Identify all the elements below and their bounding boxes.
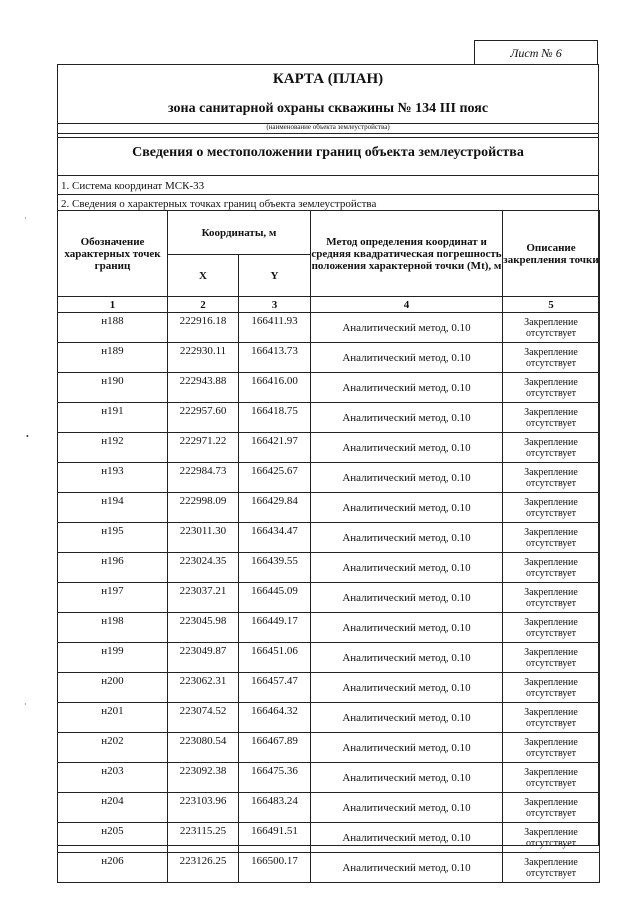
y-coordinate-cell: 166464.32: [239, 703, 311, 733]
y-coordinate-cell: 166411.93: [239, 313, 311, 343]
divider: [58, 137, 598, 138]
y-coordinate-cell: 166429.84: [239, 493, 311, 523]
point-id-cell: н193: [58, 463, 168, 493]
x-coordinate-cell: 222957.60: [168, 403, 239, 433]
point-id-cell: н203: [58, 763, 168, 793]
fixation-cell: Закрепление отсутствует: [503, 403, 600, 433]
point-id-cell: н205: [58, 823, 168, 853]
fixation-cell: Закрепление отсутствует: [503, 793, 600, 823]
y-coordinate-cell: 166467.89: [239, 733, 311, 763]
point-id-cell: н200: [58, 673, 168, 703]
x-coordinate-cell: 223045.98: [168, 613, 239, 643]
y-coordinate-cell: 166451.06: [239, 643, 311, 673]
scan-mark: ·: [24, 700, 27, 709]
table-row: [58, 343, 600, 373]
fixation-cell: Закрепление отсутствует: [503, 763, 600, 793]
x-coordinate-cell: 223074.52: [168, 703, 239, 733]
coordinate-system: 1. Система координат МСК-33: [61, 180, 205, 192]
x-coordinate-cell: 222943.88: [168, 373, 239, 403]
table-row: [58, 733, 600, 763]
fixation-cell: Закрепление отсутствует: [503, 373, 600, 403]
x-coordinate-cell: 222971.22: [168, 433, 239, 463]
divider: [58, 175, 598, 176]
fixation-cell: Закрепление отсутствует: [503, 553, 600, 583]
fixation-cell: Закрепление отсутствует: [503, 733, 600, 763]
point-id-cell: н195: [58, 523, 168, 553]
y-coordinate-cell: 166445.09: [239, 583, 311, 613]
fixation-cell: Закрепление отсутствует: [503, 643, 600, 673]
table-row: [58, 553, 600, 583]
x-coordinate-cell: 222984.73: [168, 463, 239, 493]
document-frame: [57, 64, 599, 879]
col-number: 5: [503, 297, 600, 313]
fixation-cell: Закрепление отсутствует: [503, 463, 600, 493]
fixation-cell: Закрепление отсутствует: [503, 433, 600, 463]
col-number: 2: [168, 297, 239, 313]
table-row: [58, 523, 600, 553]
point-id-cell: н192: [58, 433, 168, 463]
col-y-header: Y: [239, 255, 311, 297]
method-cell: Аналитический метод, 0.10: [311, 493, 503, 523]
table-row: [58, 673, 600, 703]
method-cell: Аналитический метод, 0.10: [311, 343, 503, 373]
table-row: [58, 433, 600, 463]
method-cell: Аналитический метод, 0.10: [311, 793, 503, 823]
col-coords-header: Координаты, м: [168, 211, 311, 255]
table-row: [58, 853, 600, 883]
section-title: Сведения о местоположении границ объекта землеустройства: [132, 145, 524, 160]
scan-mark: •: [26, 432, 29, 441]
fixation-cell: Закрепление отсутствует: [503, 703, 600, 733]
point-id-cell: н196: [58, 553, 168, 583]
y-coordinate-cell: 166475.36: [239, 763, 311, 793]
point-id-cell: н197: [58, 583, 168, 613]
fixation-cell: Закрепление отсутствует: [503, 853, 600, 883]
point-id-cell: н199: [58, 643, 168, 673]
x-coordinate-cell: 223024.35: [168, 553, 239, 583]
fixation-cell: Закрепление отсутствует: [503, 343, 600, 373]
x-coordinate-cell: 223115.25: [168, 823, 239, 853]
col-fix-header: Описание закрепления точки: [503, 211, 600, 297]
x-coordinate-cell: 223080.54: [168, 733, 239, 763]
table-row: [58, 703, 600, 733]
method-cell: Аналитический метод, 0.10: [311, 583, 503, 613]
x-coordinate-cell: 223103.96: [168, 793, 239, 823]
table-row: [58, 313, 600, 343]
document-subtitle: зона санитарной охраны скважины № 134 III пояс: [167, 101, 489, 116]
point-id-cell: н189: [58, 343, 168, 373]
table-row: [58, 493, 600, 523]
point-id-cell: н198: [58, 613, 168, 643]
col-method-header: Метод определения координат и средняя квадратическая погрешность положения характерной точки (Mt), м: [311, 211, 503, 297]
table-row: [58, 613, 600, 643]
method-cell: Аналитический метод, 0.10: [311, 313, 503, 343]
method-cell: Аналитический метод, 0.10: [311, 613, 503, 643]
fixation-cell: Закрепление отсутствует: [503, 523, 600, 553]
fixation-cell: Закрепление отсутствует: [503, 583, 600, 613]
method-cell: Аналитический метод, 0.10: [311, 733, 503, 763]
table-row: [58, 793, 600, 823]
method-cell: Аналитический метод, 0.10: [311, 403, 503, 433]
table-row: [58, 373, 600, 403]
y-coordinate-cell: 166421.97: [239, 433, 311, 463]
x-coordinate-cell: 223092.38: [168, 763, 239, 793]
x-coordinate-cell: 223037.21: [168, 583, 239, 613]
fixation-cell: Закрепление отсутствует: [503, 313, 600, 343]
col-number: 4: [311, 297, 503, 313]
point-id-cell: н202: [58, 733, 168, 763]
fixation-cell: Закрепление отсутствует: [503, 673, 600, 703]
x-coordinate-cell: 223126.25: [168, 853, 239, 883]
y-coordinate-cell: 166491.51: [239, 823, 311, 853]
point-id-cell: н191: [58, 403, 168, 433]
point-id-cell: н201: [58, 703, 168, 733]
y-coordinate-cell: 166483.24: [239, 793, 311, 823]
method-cell: Аналитический метод, 0.10: [311, 853, 503, 883]
y-coordinate-cell: 166457.47: [239, 673, 311, 703]
y-coordinate-cell: 166425.67: [239, 463, 311, 493]
fixation-cell: Закрепление отсутствует: [503, 823, 600, 853]
point-id-cell: н190: [58, 373, 168, 403]
method-cell: Аналитический метод, 0.10: [311, 703, 503, 733]
point-id-cell: н204: [58, 793, 168, 823]
y-coordinate-cell: 166418.75: [239, 403, 311, 433]
method-cell: Аналитический метод, 0.10: [311, 523, 503, 553]
method-cell: Аналитический метод, 0.10: [311, 763, 503, 793]
x-coordinate-cell: 222930.11: [168, 343, 239, 373]
y-coordinate-cell: 166500.17: [239, 853, 311, 883]
table-row: [58, 583, 600, 613]
x-coordinate-cell: 223011.30: [168, 523, 239, 553]
points-heading: 2. Сведения о характерных точках границ объекта землеустройства: [61, 198, 377, 210]
method-cell: Аналитический метод, 0.10: [311, 463, 503, 493]
x-coordinate-cell: 222998.09: [168, 493, 239, 523]
col-number: 1: [58, 297, 168, 313]
sheet-number: Лист № 6: [474, 40, 598, 65]
method-cell: Аналитический метод, 0.10: [311, 433, 503, 463]
y-coordinate-cell: 166416.00: [239, 373, 311, 403]
point-id-cell: н206: [58, 853, 168, 883]
y-coordinate-cell: 166434.47: [239, 523, 311, 553]
method-cell: Аналитический метод, 0.10: [311, 673, 503, 703]
x-coordinate-cell: 223062.31: [168, 673, 239, 703]
x-coordinate-cell: 223049.87: [168, 643, 239, 673]
table-row: [58, 403, 600, 433]
scan-mark: ·: [24, 214, 27, 223]
fixation-cell: Закрепление отсутствует: [503, 493, 600, 523]
y-coordinate-cell: 166449.17: [239, 613, 311, 643]
y-coordinate-cell: 166439.55: [239, 553, 311, 583]
method-cell: Аналитический метод, 0.10: [311, 373, 503, 403]
col-x-header: X: [168, 255, 239, 297]
document-title: КАРТА (ПЛАН): [272, 71, 384, 87]
points-table: [57, 210, 600, 883]
divider: [58, 194, 598, 195]
table-row: [58, 463, 600, 493]
col-point-header: Обозначение характерных точек границ: [58, 211, 168, 297]
table-row: [58, 643, 600, 673]
x-coordinate-cell: 222916.18: [168, 313, 239, 343]
col-number: 3: [239, 297, 311, 313]
method-cell: Аналитический метод, 0.10: [311, 823, 503, 853]
method-cell: Аналитический метод, 0.10: [311, 643, 503, 673]
method-cell: Аналитический метод, 0.10: [311, 553, 503, 583]
fixation-cell: Закрепление отсутствует: [503, 613, 600, 643]
y-coordinate-cell: 166413.73: [239, 343, 311, 373]
subtitle-caption: (наименование объекта землеустройства): [266, 123, 390, 131]
point-id-cell: н188: [58, 313, 168, 343]
table-row: [58, 763, 600, 793]
table-row: [58, 823, 600, 853]
point-id-cell: н194: [58, 493, 168, 523]
divider: [58, 133, 598, 134]
